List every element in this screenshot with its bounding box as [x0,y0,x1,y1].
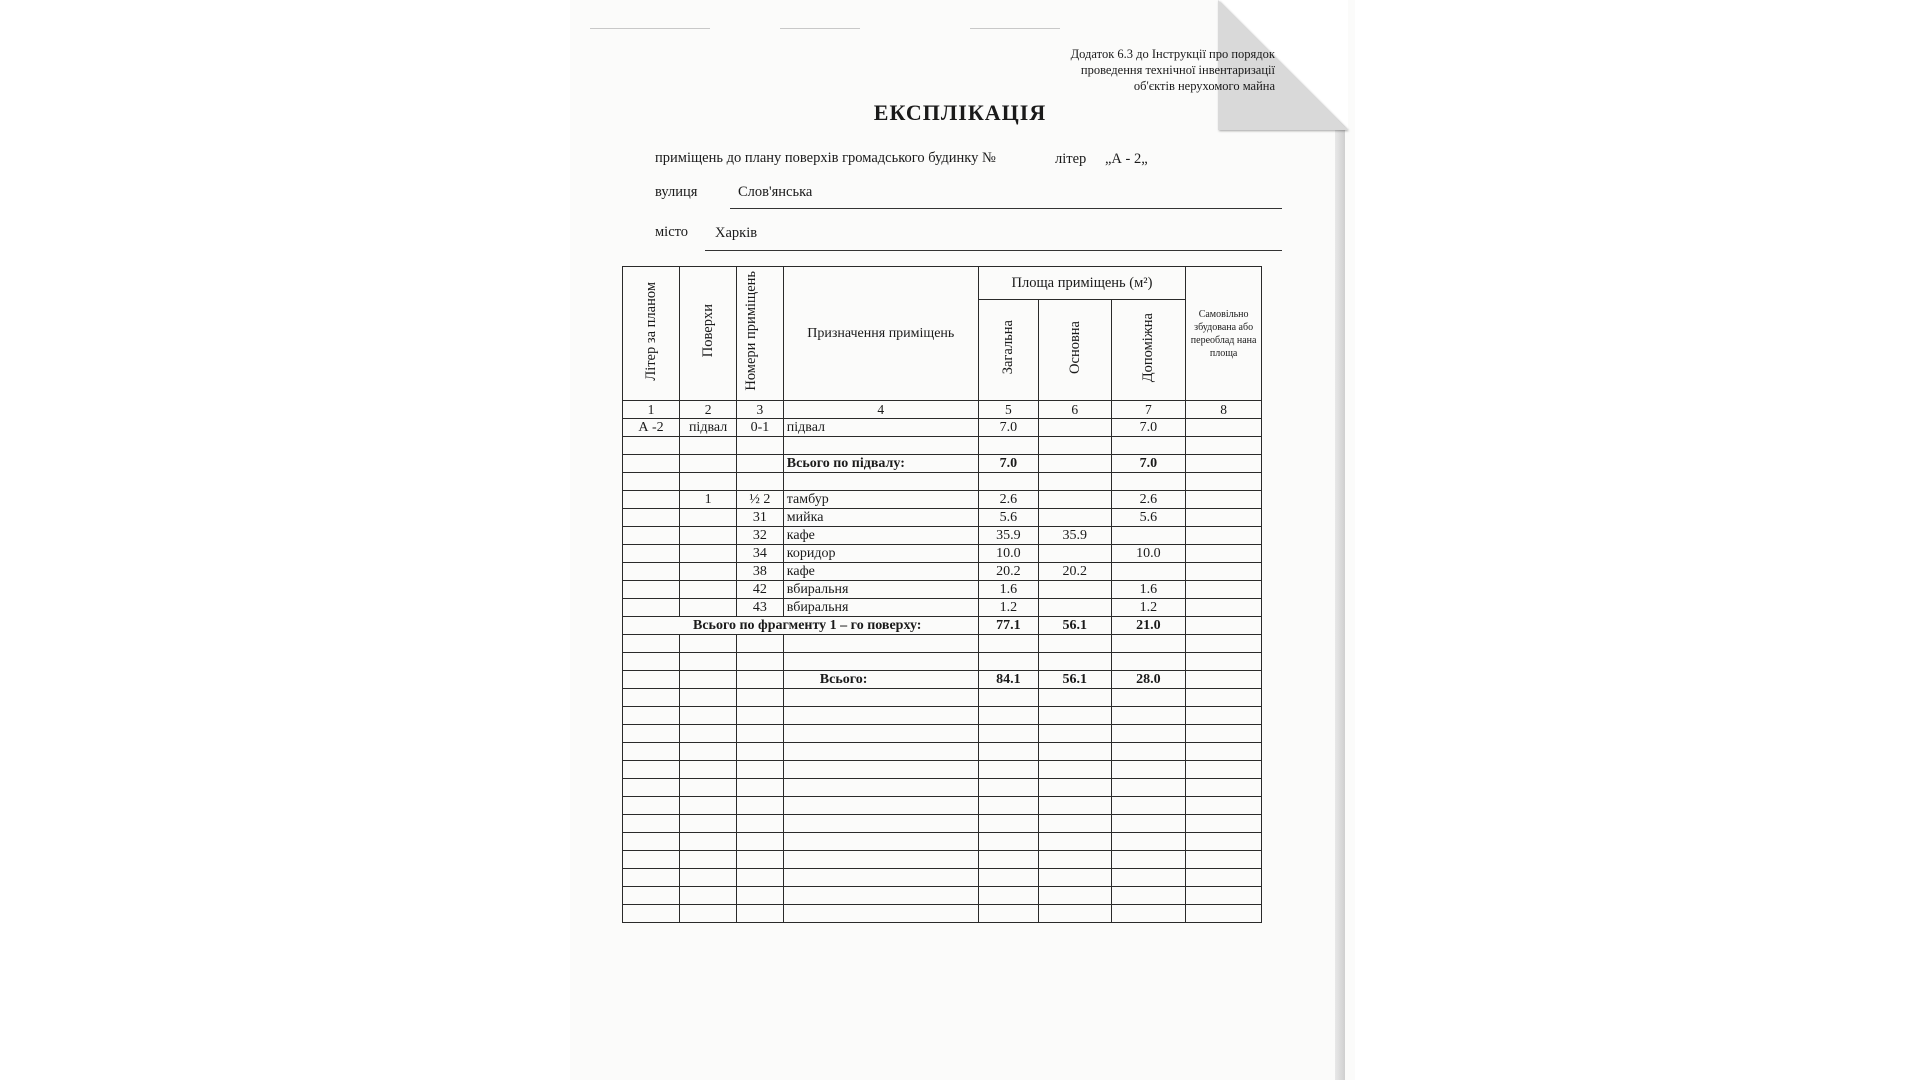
cell-room: 31 [737,509,784,527]
subtotal-main: 56.1 [1038,617,1111,635]
street-underline [730,208,1282,209]
cell-liter [623,581,680,599]
cell-liter [623,545,680,563]
subtotal-label: Всього по фрагменту 1 – го поверху: [623,617,979,635]
cell-main [1038,491,1111,509]
empty-row [623,689,1262,707]
empty-row [623,815,1262,833]
empty-row [623,833,1262,851]
city-value: Харків [715,225,758,241]
cell-total: 10.0 [978,545,1038,563]
empty-row [623,743,1262,761]
cell-total: 7.0 [978,455,1038,473]
cell-purpose [783,473,978,491]
cell-purpose: тамбур [783,491,978,509]
grand-total-main: 56.1 [1038,671,1111,689]
top-rule [780,28,860,29]
cell-aux: 1.6 [1111,581,1186,599]
column-number: 5 [978,401,1038,419]
cell-floor [680,563,737,581]
grand-total-aux: 28.0 [1111,671,1186,689]
cell-main [1038,437,1111,455]
appendix-line: об'єктів нерухомого майна [1133,79,1275,93]
cell-purpose [783,437,978,455]
cell-aux [1111,527,1186,545]
column-number: 2 [680,401,737,419]
cell-purpose: кафе [783,563,978,581]
cell-room: ½ 2 [737,491,784,509]
cell-room: 32 [737,527,784,545]
cell-liter [623,599,680,617]
cell-total: 7.0 [978,419,1038,437]
cell-total: 2.6 [978,491,1038,509]
cell-main: 35.9 [1038,527,1111,545]
cell-room [737,437,784,455]
cell-purpose: Всього по підвалу: [783,455,978,473]
subtotal-total: 77.1 [978,617,1038,635]
table-row [623,599,1262,617]
empty-row [623,653,1262,671]
appendix-line: проведення технічної інвентаризації [1080,63,1275,77]
cell-main [1038,581,1111,599]
header-aux: Допоміжна [1111,300,1186,401]
table-row [623,509,1262,527]
header-area-group: Площа приміщень (м²) [978,267,1185,300]
empty-row [623,779,1262,797]
column-number: 4 [783,401,978,419]
grand-total-label: Всього: [783,671,978,689]
cell-aux [1111,473,1186,491]
cell-aux: 7.0 [1111,419,1186,437]
cell-liter [623,527,680,545]
cell-floor [680,545,737,563]
cell-floor: підвал [680,419,737,437]
cell-room: 43 [737,599,784,617]
cell-total: 20.2 [978,563,1038,581]
cell-purpose: коридор [783,545,978,563]
cell-room [737,473,784,491]
subtitle: приміщень до плану поверхів громадського будинку № [655,150,996,166]
table-row [623,419,1262,437]
liter-label: літер [1055,151,1087,167]
header-main: Основна [1038,300,1111,401]
explication-table [622,266,1262,923]
cell-aux: 10.0 [1111,545,1186,563]
cell-main [1038,599,1111,617]
subtotal-aux: 21.0 [1111,617,1186,635]
liter-value: „А - 2„ [1105,151,1148,167]
cell-liter: А -2 [623,419,680,437]
empty-row [623,725,1262,743]
cell-aux [1111,563,1186,581]
cell-total: 35.9 [978,527,1038,545]
cell-floor [680,473,737,491]
cell-aux: 1.2 [1111,599,1186,617]
cell-room: 34 [737,545,784,563]
table-row [623,545,1262,563]
cell-floor [680,509,737,527]
empty-row [623,635,1262,653]
column-numbers-row [623,401,1262,419]
city-label: місто [655,224,689,240]
cell-floor [680,599,737,617]
document-title: ЕКСПЛІКАЦІЯ [873,100,1047,125]
header-total: Загальна [978,300,1038,401]
table-row [623,437,1262,455]
cell-main [1038,545,1111,563]
table-row [623,455,1262,473]
column-number: 6 [1038,401,1111,419]
table-row [623,563,1262,581]
header-liter: Літер за планом [623,267,680,401]
cell-floor [680,455,737,473]
cell-purpose: мийка [783,509,978,527]
top-rule [590,28,710,29]
cell-room: 0-1 [737,419,784,437]
cell-total: 5.6 [978,509,1038,527]
cell-liter [623,491,680,509]
empty-row [623,887,1262,905]
empty-row [623,761,1262,779]
cell-liter [623,509,680,527]
subtotal-fragment-row [623,617,1262,635]
cell-floor [680,527,737,545]
column-number: 8 [1186,401,1262,419]
cell-main [1038,473,1111,491]
cell-liter [623,473,680,491]
cell-purpose: кафе [783,527,978,545]
empty-row [623,869,1262,887]
grand-total-row [623,671,1262,689]
cell-room: 38 [737,563,784,581]
column-number: 3 [737,401,784,419]
empty-row [623,797,1262,815]
empty-row [623,905,1262,923]
cell-purpose: підвал [783,419,978,437]
header-floors: Поверхи [680,267,737,401]
table-row [623,581,1262,599]
header-room-numbers: Номери приміщень [737,267,784,401]
city-underline [705,250,1282,251]
grand-total-total: 84.1 [978,671,1038,689]
cell-total [978,437,1038,455]
cell-main [1038,509,1111,527]
cell-aux: 2.6 [1111,491,1186,509]
street-label: вулиця [655,184,698,200]
cell-floor: 1 [680,491,737,509]
header-purpose: Призначення приміщень [783,267,978,401]
cell-floor [680,437,737,455]
cell-aux [1111,437,1186,455]
cell-aux: 5.6 [1111,509,1186,527]
cell-floor [680,581,737,599]
cell-main: 20.2 [1038,563,1111,581]
appendix-note [1010,46,1275,94]
cell-room [737,455,784,473]
appendix-line: Додаток 6.3 до Інструкції про порядок [1070,47,1275,61]
cell-liter [623,563,680,581]
cell-liter [623,437,680,455]
cell-total: 1.6 [978,581,1038,599]
cell-liter [623,455,680,473]
sheet-edge-shadow [1335,120,1345,1080]
cell-main [1038,455,1111,473]
cell-total [978,473,1038,491]
cell-main [1038,419,1111,437]
cell-purpose: вбиральня [783,599,978,617]
cell-total: 1.2 [978,599,1038,617]
top-rule [970,28,1060,29]
empty-row [623,851,1262,869]
cell-room: 42 [737,581,784,599]
street-value: Слов'янська [738,184,813,200]
cell-aux: 7.0 [1111,455,1186,473]
table-row [623,491,1262,509]
column-number: 7 [1111,401,1186,419]
cell-purpose: вбиральня [783,581,978,599]
empty-row [623,707,1262,725]
table-row [623,527,1262,545]
header-self-built: Самовільно збудована або переоблад нана площа [1186,267,1262,401]
table-row [623,473,1262,491]
column-number: 1 [623,401,680,419]
